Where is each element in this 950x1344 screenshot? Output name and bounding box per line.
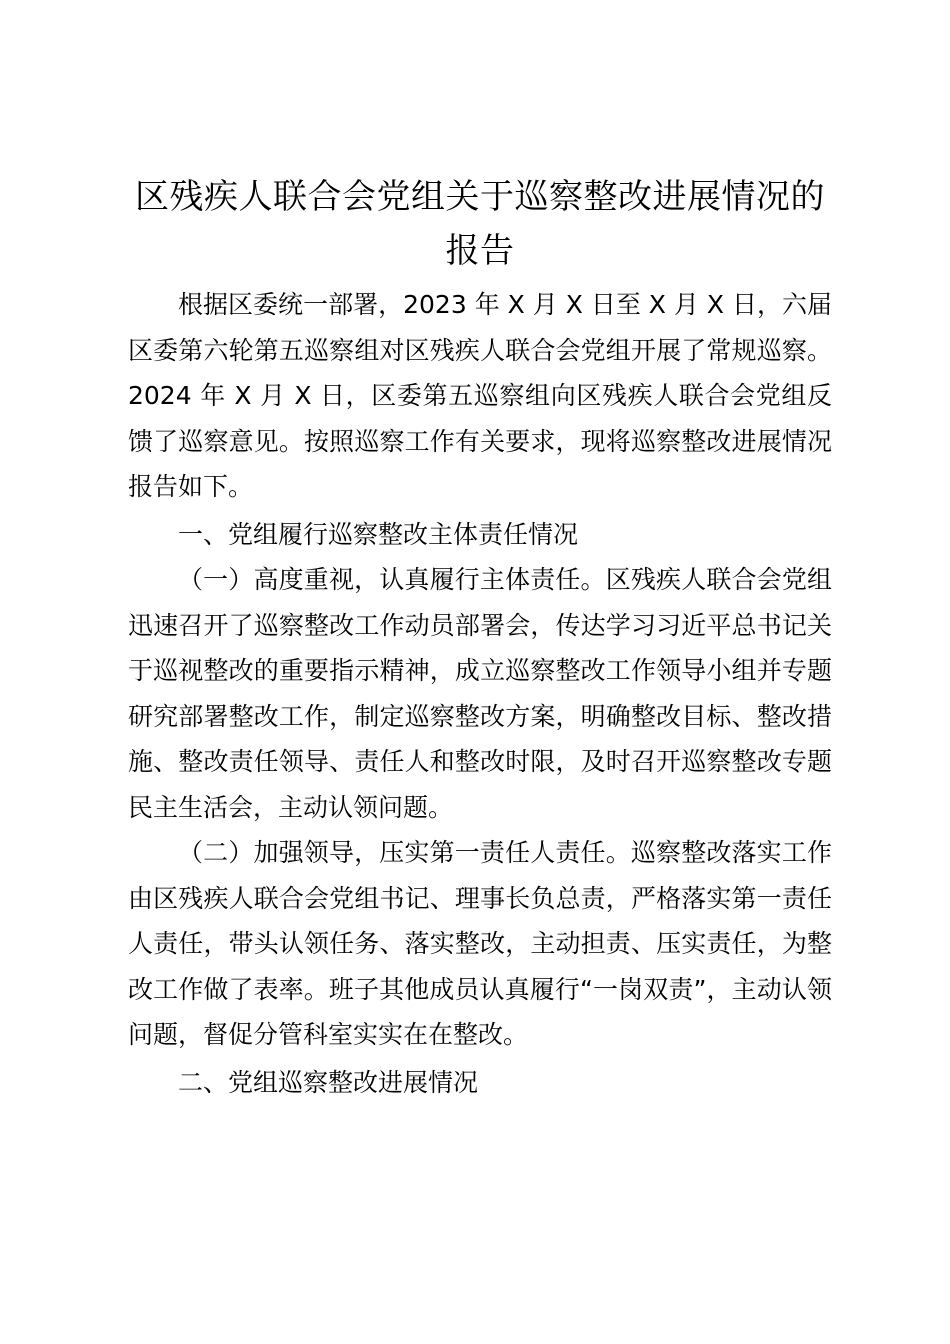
document-title: 区残疾人联合会党组关于巡察整改进展情况的报告 bbox=[135, 177, 825, 271]
section-heading-2: 二、党组巡察整改进展情况 bbox=[178, 1067, 479, 1097]
subsection-paragraph-1: （一）高度重视，认真履行主体责任。区残疾人联合会党组迅速召开了巡察整改工作动员部署会，传达学习习近平总书记关于巡视整改的重要指示精神，成立巡察整改工作领导小组并专题研究部署整改工作，制定巡察整改方案，明确整改目标、整改措施、整改责任领导、责任人和整改时限，及时召开巡察整改专题民主生活会，主动认领问题。 bbox=[128, 565, 832, 822]
intro-paragraph: 根据区委统一部署，2023 年 X 月 X 日至 X 月 X 日，六届区委第六轮第五巡察组对区残疾人联合会党组开展了常规巡察。2024 年 X 月 X 日，区委第五巡察组向区残疾人联合会党组反馈了巡察意见。按照巡察工作有关要求，现将巡察整改进展情况报告如下。 bbox=[128, 290, 832, 501]
section-heading-1: 一、党组履行巡察整改主体责任情况 bbox=[178, 519, 579, 549]
subsection-paragraph-2: （二）加强领导，压实第一责任人责任。巡察整改落实工作由区残疾人联合会党组书记、理事长负总责，严格落实第一责任人责任，带头认领任务、落实整改，主动担责、压实责任，为整改工作做了表率。班子其他成员认真履行“一岗双责”，主动认领问题，督促分管科室实实在在整改。 bbox=[128, 838, 832, 1049]
document-page bbox=[128, 170, 832, 1105]
